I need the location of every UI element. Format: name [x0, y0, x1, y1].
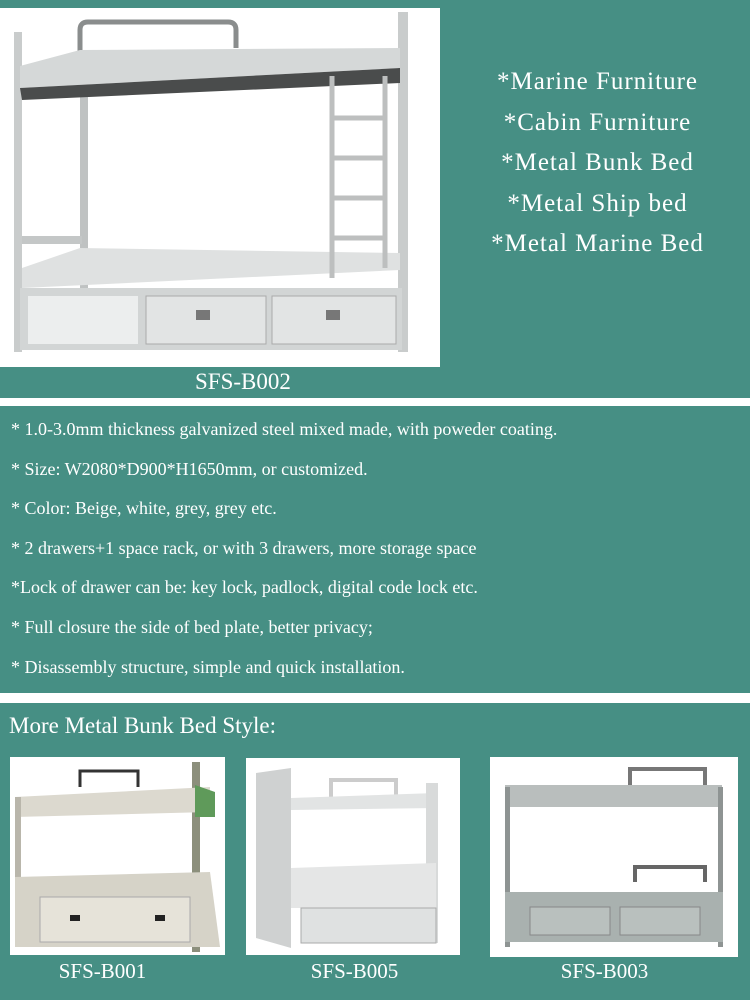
feature-item: *Metal Marine Bed	[491, 230, 704, 257]
main-product-image	[0, 8, 440, 367]
thumb-model-b001: SFS-B001	[58, 959, 147, 983]
spec-item: *Lock of drawer can be: key lock, padlock, digital code lock etc.	[11, 577, 478, 598]
bunk-bed-thumb-image	[490, 757, 738, 957]
spec-item: * 1.0-3.0mm thickness galvanized steel mixed made, with poweder coating.	[11, 419, 558, 439]
main-product-model: SFS-B002	[195, 369, 291, 394]
product-thumb-b003[interactable]	[490, 757, 738, 957]
spec-item: * Disassembly structure, simple and quick installation.	[11, 656, 405, 677]
spec-list	[11, 416, 557, 693]
bunk-bed-illustration	[0, 8, 440, 367]
spec-item: * 2 drawers+1 space rack, or with 3 drawers, more storage space	[11, 537, 477, 558]
spec-item: * Size: W2080*D900*H1650mm, or customized.	[11, 458, 368, 479]
bunk-bed-thumb-image	[246, 758, 460, 955]
feature-list	[445, 62, 750, 265]
spec-item: * Color: Beige, white, grey, grey etc.	[11, 498, 277, 519]
thumb-model-b005: SFS-B005	[310, 959, 399, 983]
spec-item: * Full closure the side of bed plate, better privacy;	[11, 616, 373, 637]
divider	[0, 693, 750, 703]
more-styles-title: More Metal Bunk Bed Style:	[9, 713, 277, 738]
feature-item: *Metal Bunk Bed	[501, 149, 694, 176]
feature-item: *Cabin Furniture	[503, 108, 692, 136]
product-thumb-b005[interactable]	[246, 758, 460, 955]
feature-item: *Marine Furniture	[497, 68, 698, 95]
thumb-model-b003: SFS-B003	[560, 959, 649, 983]
divider	[0, 398, 750, 406]
feature-item: *Metal Ship bed	[507, 189, 688, 217]
bunk-bed-thumb-image	[10, 757, 225, 955]
product-thumb-b001[interactable]	[10, 757, 225, 955]
